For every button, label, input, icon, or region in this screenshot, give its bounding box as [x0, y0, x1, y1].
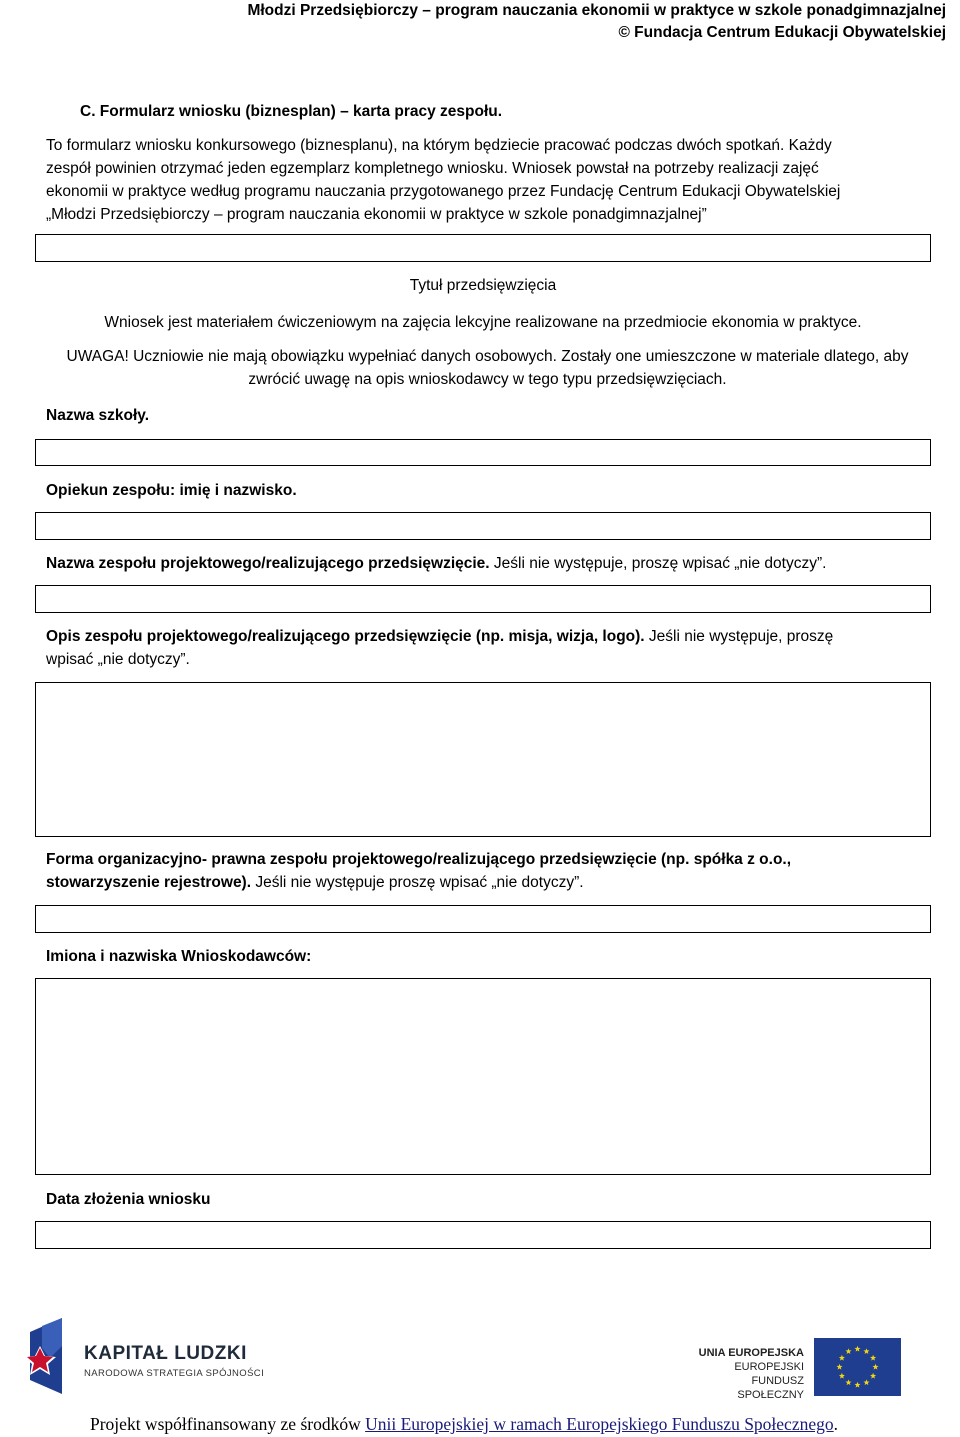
submit-date-label: Data złożenia wniosku [46, 1191, 211, 1208]
eu-fund-line: FUNDUSZ SPOŁECZNY [737, 1375, 804, 1401]
tutor-label: Opiekun zespołu: imię i nazwisko. [46, 482, 297, 499]
eu-star-icon [845, 1348, 851, 1354]
applicants-textarea[interactable] [35, 978, 931, 1175]
legal-form-label [46, 848, 946, 894]
eu-union-label: UNIA EUROPEJSKA [698, 1347, 804, 1359]
team-desc-textarea[interactable] [35, 682, 931, 837]
eu-star-icon [836, 1364, 842, 1370]
eu-star-icon [872, 1364, 878, 1370]
eu-text-block [684, 1346, 804, 1402]
kapital-ludzki-emblem [22, 1318, 72, 1394]
header-copyright: © Fundacja Centrum Edukacji Obywatelskiej [618, 24, 946, 41]
school-name-label: Nazwa szkoły. [46, 407, 150, 424]
legal-form-input[interactable] [35, 905, 931, 933]
eu-star-icon [854, 1382, 860, 1388]
school-name-input[interactable] [35, 439, 931, 466]
legal-form-label-note: Jeśli nie występuje proszę wpisać „nie dotyczy”. [251, 874, 584, 891]
footer-text [90, 1414, 838, 1435]
footer-prefix: Projekt współfinansowany ze środków [90, 1414, 366, 1434]
tutor-input[interactable] [35, 512, 931, 540]
team-name-label [46, 552, 826, 575]
header-title: Młodzi Przedsiębiorczy – program nauczania ekonomii w praktyce w szkole ponadgimnazjalnej [247, 2, 946, 19]
intro-line: „Młodzi Przedsiębiorczy – program nauczania ekonomii w praktyce w szkole ponadgimnazjalnej” [46, 206, 707, 223]
eu-star-icon [854, 1346, 860, 1352]
team-name-label-bold: Nazwa zespołu projektowego/realizującego przedsięwzięcie. [46, 555, 490, 572]
eu-star-icon [839, 1355, 845, 1361]
intro-paragraph [46, 134, 946, 226]
eu-star-icon [839, 1373, 845, 1379]
team-desc-label-note2: wpisać „nie dotyczy”. [46, 651, 190, 668]
kapital-ludzki-title: KAPITAŁ LUDZKI [84, 1343, 247, 1364]
eu-star-icon [870, 1355, 876, 1361]
eu-flag-icon [814, 1338, 901, 1396]
notice-line: zwrócić uwagę na opis wnioskodawcy w tego typu przedsięwzięciach. [248, 371, 727, 388]
title-caption: Tytuł przedsięwzięcia [409, 277, 557, 294]
eu-star-icon [845, 1379, 851, 1385]
notice-line: UWAGA! Uczniowie nie mają obowiązku wypełniać danych osobowych. Zostały one umieszczone w materiale dlatego, aby [66, 348, 909, 365]
eu-star-icon [870, 1373, 876, 1379]
legal-form-label-bold: Forma organizacyjno- prawna zespołu projektowego/realizującego przedsięwzięcie (np. spółka z o.o., [46, 851, 792, 868]
team-name-input[interactable] [35, 585, 931, 613]
notice-line: Wniosek jest materiałem ćwiczeniowym na zajęcia lekcyjne realizowane na przedmiocie ekonomia w praktyce. [104, 314, 862, 331]
title-input-box[interactable] [35, 234, 931, 262]
intro-line: ekonomii w praktyce według programu nauczania przygotowanego przez Fundację Centrum Edukacji Obywatelskiej [46, 183, 841, 200]
eu-star-icon [863, 1379, 869, 1385]
eu-star-icon [863, 1348, 869, 1354]
intro-line: To formularz wniosku konkursowego (biznesplanu), na którym będziecie pracować podczas dwóch spotkań. Każdy [46, 137, 832, 154]
team-desc-label [46, 625, 946, 671]
legal-form-label-bold2: stowarzyszenie rejestrowe). [46, 874, 252, 891]
submit-date-input[interactable] [35, 1221, 931, 1249]
footer-suffix: . [833, 1414, 838, 1434]
notice-warning [35, 345, 940, 391]
applicants-label: Imiona i nazwiska Wnioskodawców: [46, 948, 312, 965]
team-desc-label-note: Jeśli nie występuje, proszę [644, 628, 834, 645]
intro-line: zespół powinien otrzymać jeden egzemplarz kompletnego wniosku. Wniosek powstał na potrzeby realizacji zajęć [46, 160, 819, 177]
footer-eu-link[interactable]: Unii Europejskiej w ramach Europejskiego Funduszu Społecznego [365, 1414, 834, 1434]
team-name-label-note: Jeśli nie występuje, proszę wpisać „nie dotyczy”. [489, 555, 827, 572]
section-title: C. Formularz wniosku (biznesplan) – karta pracy zespołu. [80, 103, 503, 120]
kapital-ludzki-subtitle: NARODOWA STRATEGIA SPÓJNOŚCI [84, 1368, 265, 1379]
document-header [247, 0, 946, 44]
team-desc-label-bold: Opis zespołu projektowego/realizującego przedsięwzięcie (np. misja, wizja, logo). [46, 628, 645, 645]
eu-fund-line: EUROPEJSKI [734, 1361, 804, 1373]
